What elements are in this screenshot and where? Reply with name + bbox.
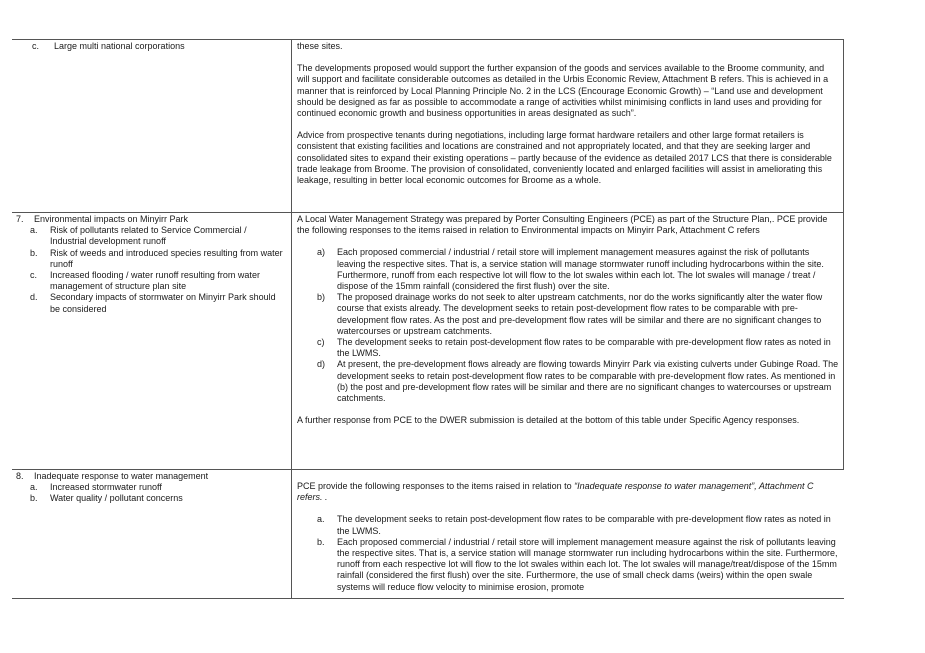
issue-cell xyxy=(12,40,292,213)
issue-subitem: c. Increased flooding / water runoff resulting from water management of structure plan site xyxy=(30,270,260,292)
response-paragraph: The developments proposed would support the further expansion of the goods and services available to the Broome community, and will support and facilitate considerable outcomes as detailed in the Urbis Economic Review, Attachment B refers. This is achieved in a manner that is reinforced by Local Planning Principle No. 2 in the LCS (Encourage Economic Growth) – “Land use and development should be designed as far as possible to accommodate a range of activities whilst minimising conflicts in land uses and providing for continued economic growth and business opportunities in areas designated as such”. xyxy=(297,63,829,119)
response-cell xyxy=(292,213,844,470)
response-intro: PCE provide the following responses to the items raised in relation to “Inadequate response to water management”, Attachment C refers. . xyxy=(297,481,814,503)
submissions-table xyxy=(12,39,844,599)
issue-cell xyxy=(12,213,292,470)
table-row xyxy=(12,470,844,599)
issue-subitem: b. Water quality / pollutant concerns xyxy=(30,493,183,504)
response-cell xyxy=(292,470,844,599)
table-row xyxy=(12,40,844,213)
response-item: d) At present, the pre-development flows already are flowing towards Minyirr Park via existing culverts under Gubinge Road. The development seeks to retain post-development flow rates to be comparable with pre-development flow rates. As mentioned in (b) the post and pre-development flow rates will be similar and there are no significant changes to watercourses or upstream catchments. xyxy=(317,359,839,404)
response-cell xyxy=(292,40,844,213)
issue-title: 7. Environmental impacts on Minyirr Park xyxy=(16,214,189,224)
issue-subitem: c. Large multi national corporations xyxy=(32,41,185,51)
response-closing: A further response from PCE to the DWER submission is detailed at the bottom of this table under Specific Agency responses. xyxy=(297,415,800,426)
response-item: b) The proposed drainage works do not seek to alter upstream catchments, nor do the works significantly alter the water flow course that exists already. The development seeks to retain post-development flow rates to be comparable with pre-development flow rates. As the post and pre-development flow rates will be similar and there are no significant changes to watercourses or upstream catchments. xyxy=(317,292,823,336)
issue-subitem: b. Risk of weeds and introduced species resulting from water runoff xyxy=(30,247,283,269)
issue-subitem: a. Risk of pollutants related to Service Commercial / Industrial development runoff xyxy=(30,225,247,247)
response-paragraph: these sites. xyxy=(297,41,343,51)
issue-title: 8. Inadequate response to water management xyxy=(16,471,209,481)
response-intro: A Local Water Management Strategy was prepared by Porter Consulting Engineers (PCE) as part of the Structure Plan,. PCE provide the following responses to the items raised in relation to Environmental impacts on Minyirr Park, Attachment C refers xyxy=(297,214,828,236)
response-item: b. Each proposed commercial / industrial / retail store will implement management measure against the risk of pollutants leaving the respective sites. That is, a service station will manage stormwater run including hydrocarbons within the site. Furthermore, runoff from each respective lot will flow to the lot swales within each lot. The lot swales will manage/treat/dispose of the 15mm rainfall (considered the first flush) over the site. Furthermore, the use of small check dams (weirs) within the open swale systems will reduce flow velocity to minimise erosion, promote xyxy=(317,536,838,592)
response-item: c) The development seeks to retain post-development flow rates to be comparable with pre-development flow rates as noted in the LWMS. xyxy=(317,337,831,359)
issue-cell xyxy=(12,470,292,599)
response-item: a) Each proposed commercial / industrial / retail store will implement management measures against the risk of pollutants leaving the respective sites. That is, a service station will manage stormwater runoff including hydrocarbons within the site. Furthermore, runoff from each respective lot will flow to the lot swales within each lot. The lot swales will manage / treat / dispose of the 15mm rainfall (considered the first flush) over the site. xyxy=(317,247,824,292)
response-item: a. The development seeks to retain post-development flow rates to be comparable with pre-development flow rates as noted in the LWMS. xyxy=(317,514,831,536)
issue-subitem: d. Secondary impacts of stormwater on Minyirr Park should be considered xyxy=(30,292,276,314)
issue-subitem: a. Increased stormwater runoff xyxy=(30,482,162,493)
response-paragraph: Advice from prospective tenants during negotiations, including large format hardware retailers and other large format retailers is consistent that existing facilities and locations are constrained and not appropriately located, and that they are seeking larger and consolidated sites to expand their existing operations – partly because of the evidence as detailed 2017 LCS that there is considerable trade leakage from Broome. The provision of consolidated, conveniently located and enlarged facilities will assist in ameliorating this leakage, resulting in better local economic outcomes for Broome as a whole. xyxy=(297,130,832,186)
table-row xyxy=(12,213,844,470)
